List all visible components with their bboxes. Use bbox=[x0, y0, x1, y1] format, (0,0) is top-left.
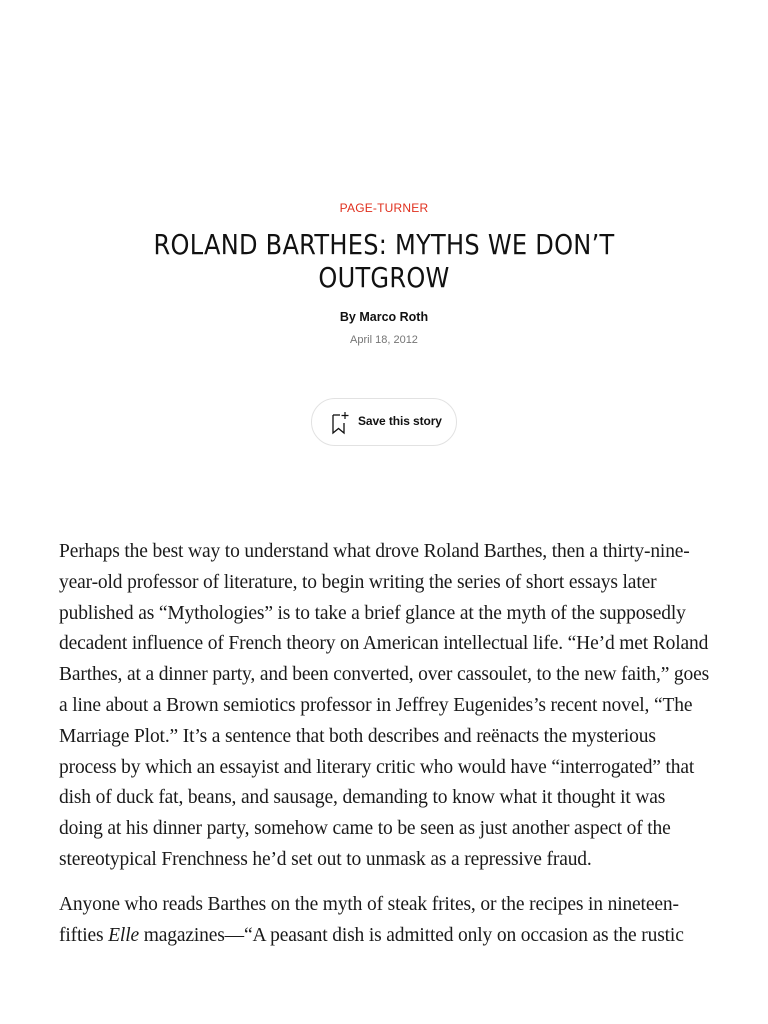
save-story-label: Save this story bbox=[358, 414, 442, 428]
magazine-title: Elle bbox=[108, 924, 139, 946]
author-link[interactable]: Marco Roth bbox=[359, 310, 429, 324]
byline-prefix: By bbox=[339, 310, 356, 324]
paragraph-text: Anyone who reads Barthes on the myth of steak frites, or the recipes in nineteen-fifties bbox=[59, 893, 679, 946]
rubric-link[interactable]: PAGE-TURNER bbox=[339, 201, 429, 215]
bookmark-plus-icon bbox=[331, 411, 349, 435]
byline bbox=[0, 310, 768, 324]
publish-date: April 18, 2012 bbox=[350, 334, 418, 346]
save-story-button[interactable] bbox=[311, 398, 457, 446]
article-title: ROLAND BARTHES: MYTHS WE DON’T OUTGROW bbox=[153, 228, 615, 294]
paragraph bbox=[59, 890, 711, 952]
paragraph-text: magazines—“A peasant dish is admitted only on occasion as the rustic bbox=[138, 924, 684, 946]
article-body bbox=[59, 537, 711, 965]
paragraph: Perhaps the best way to understand what drove Roland Barthes, then a thirty-nine-year-old professor of literature, to begin writing the series of short essays later published as “Mythologies” is to take a brief glance at the myth of the supposedly decadent influence of French theory on American intellectual life. “He’d met Roland Barthes, at a dinner party, and been converted, over cassoulet, to the new faith,” goes a line about a Brown semiotics professor in Jeffrey Eugenides’s recent novel, “The Marriage Plot.” It’s a sentence that both describes and reënacts the mysterious process by which an essayist and literary critic who would have “interrogated” that dish of duck fat, beans, and sausage, demanding to know what it thought it was doing at his dinner party, somehow came to be seen as just another aspect of the stereotypical Frenchness he’d set out to unmask as a repressive fraud. bbox=[59, 541, 710, 870]
